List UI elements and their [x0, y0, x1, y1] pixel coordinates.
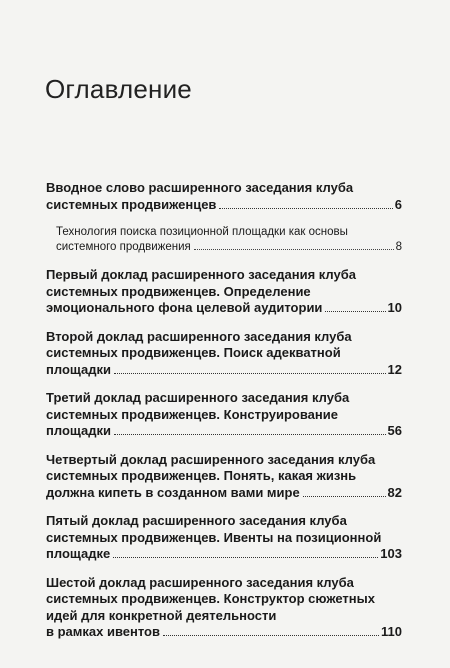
dot-leader [325, 311, 385, 312]
toc-entry-last-line [46, 362, 402, 379]
dot-leader [114, 373, 386, 374]
toc-entry-line: Первый доклад расширенного заседания клуба [46, 267, 357, 282]
dot-leader [163, 635, 379, 636]
toc-entry[interactable] [46, 513, 402, 563]
toc-page-number: 10 [387, 300, 402, 315]
toc-entry-line: системных продвиженцев. Конструктор сюжетных [46, 591, 375, 606]
toc-entry-last-line [46, 300, 402, 317]
toc-entry-line: системных продвиженцев. Определение [46, 283, 311, 299]
toc-entry-last-line [56, 240, 402, 255]
toc-entry-last-line [46, 485, 402, 502]
dot-leader [303, 496, 386, 497]
toc-entry[interactable] [46, 575, 402, 641]
page-title: Оглавление [45, 74, 192, 104]
toc-page-number: 6 [394, 196, 402, 212]
toc-entry-line: системных продвиженцев. Понять, какая жизнь [46, 468, 357, 483]
toc-page-number: 12 [387, 361, 402, 377]
toc-page-number: 56 [387, 423, 402, 438]
dot-leader [113, 557, 378, 558]
toc-entry-line: системных продвиженцев. Конструирование [46, 406, 338, 422]
toc-entry-title-end: эмоционального фона целевой аудитории [46, 300, 323, 315]
toc-entry-title-end: площадки [46, 423, 111, 438]
toc-entry[interactable] [46, 452, 402, 502]
toc-entry[interactable] [46, 180, 402, 213]
toc-entry-last-line [46, 546, 402, 563]
toc-entry-title-end: площадке [46, 546, 111, 561]
toc-entry-line: Второй доклад расширенного заседания клуба [46, 328, 352, 344]
toc-entry-line: системных продвиженцев. Ивенты на позиционной [46, 529, 382, 545]
toc-entry-title-end: площадки [46, 361, 111, 377]
toc-entry-title-end: должна кипеть в созданном вами мире [46, 484, 300, 500]
toc-entry-line: Вводное слово расширенного заседания клуба [46, 180, 354, 195]
toc-entry-title-end: системного продвижения [56, 241, 191, 253]
toc-entry-title-end: системных продвиженцев [46, 196, 217, 212]
toc-entry-line: системных продвиженцев. Поиск адекватной [46, 345, 341, 360]
toc-entry-title-end: в рамках ивентов [46, 624, 160, 639]
toc-entry[interactable] [46, 329, 402, 379]
toc-entry-line: Пятый доклад расширенного заседания клуба [46, 513, 347, 528]
toc-entry-line: идей для конкретной деятельности [46, 607, 277, 623]
toc-entry-line: Третий доклад расширенного заседания клуба [46, 390, 350, 405]
toc-page-number: 82 [387, 484, 402, 500]
dot-leader [114, 434, 386, 435]
table-of-contents [46, 180, 402, 653]
toc-entry-last-line [46, 624, 402, 641]
toc-entry-last-line [46, 423, 402, 440]
toc-entry-line: Шестой доклад расширенного заседания клуба [46, 574, 354, 590]
dot-leader [219, 208, 392, 209]
toc-page-number: 103 [380, 546, 402, 561]
toc-page-number: 110 [381, 624, 402, 639]
toc-entry-last-line [46, 197, 402, 214]
toc-entry[interactable] [56, 225, 402, 255]
toc-page-number: 8 [395, 241, 402, 253]
toc-entry-line: Четвертый доклад расширенного заседания клуба [46, 451, 376, 467]
toc-entry[interactable] [46, 390, 402, 440]
dot-leader [194, 249, 394, 250]
toc-entry[interactable] [46, 267, 402, 317]
toc-entry-line: Технология поиска позиционной площадки как основы [56, 226, 348, 238]
